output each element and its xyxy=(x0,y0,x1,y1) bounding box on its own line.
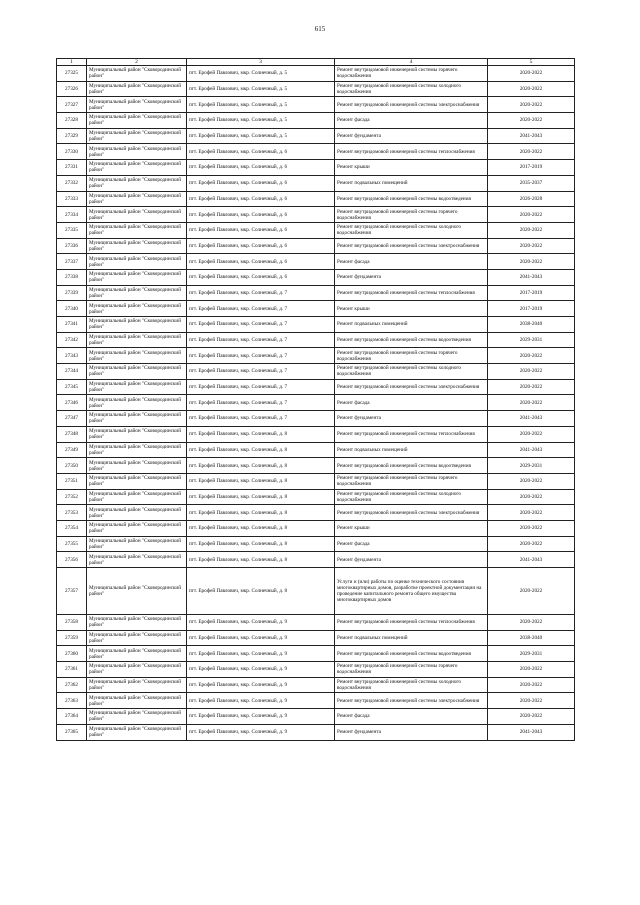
period-cell: 2020-2022 xyxy=(488,254,575,270)
district-cell: Муниципальный район "Сковородинский район" xyxy=(87,301,187,317)
district-cell: Муниципальный район "Сковородинский район" xyxy=(87,207,187,223)
address-cell: пгт. Ерофей Павлович, мкр. Солнечный, д. 7 xyxy=(187,364,335,380)
work-type-cell: Ремонт подвальных помещений xyxy=(335,442,488,458)
table-row xyxy=(57,66,575,82)
work-type-cell: Ремонт внутридомовой инженерной системы теплоснабжения xyxy=(335,285,488,301)
period-cell: 2020-2022 xyxy=(488,520,575,536)
district-cell: Муниципальный район "Сковородинский район" xyxy=(87,160,187,176)
table-header-row xyxy=(57,59,575,66)
table-row xyxy=(57,520,575,536)
address-cell: пгт. Ерофей Павлович, мкр. Солнечный, д. 6 xyxy=(187,222,335,238)
district-cell: Муниципальный район "Сковородинский район" xyxy=(87,97,187,113)
column-header-2: 2 xyxy=(87,59,187,66)
period-cell: 2020-2022 xyxy=(488,222,575,238)
table-row xyxy=(57,301,575,317)
work-type-cell: Ремонт фундамента xyxy=(335,724,488,740)
address-cell: пгт. Ерофей Павлович, мкр. Солнечный, д. 5 xyxy=(187,113,335,129)
table-row xyxy=(57,317,575,333)
work-type-cell: Ремонт крыши xyxy=(335,160,488,176)
address-cell: пгт. Ерофей Павлович, мкр. Солнечный, д. 5 xyxy=(187,81,335,97)
row-number-cell: 27358 xyxy=(57,615,87,631)
district-cell: Муниципальный район "Сковородинский район" xyxy=(87,144,187,160)
work-type-cell: Ремонт внутридомовой инженерной системы горячего водоснабжения xyxy=(335,473,488,489)
work-type-cell: Ремонт внутридомовой инженерной системы электроснабжения xyxy=(335,379,488,395)
row-number-cell: 27334 xyxy=(57,207,87,223)
row-number-cell: 27360 xyxy=(57,646,87,662)
row-number-cell: 27357 xyxy=(57,568,87,615)
district-cell: Муниципальный район "Сковородинский район" xyxy=(87,426,187,442)
address-cell: пгт. Ерофей Павлович, мкр. Солнечный, д. 8 xyxy=(187,536,335,552)
row-number-cell: 27359 xyxy=(57,630,87,646)
row-number-cell: 27336 xyxy=(57,238,87,254)
period-cell: 2029-2031 xyxy=(488,646,575,662)
work-type-cell: Ремонт внутридомовой инженерной системы водоотведения xyxy=(335,646,488,662)
period-cell: 2029-2031 xyxy=(488,458,575,474)
period-cell: 2020-2022 xyxy=(488,348,575,364)
table-row xyxy=(57,552,575,568)
column-header-5: 5 xyxy=(488,59,575,66)
district-cell: Муниципальный район "Сковородинский район" xyxy=(87,442,187,458)
row-number-cell: 27332 xyxy=(57,175,87,191)
address-cell: пгт. Ерофей Павлович, мкр. Солнечный, д. 6 xyxy=(187,144,335,160)
table-row xyxy=(57,473,575,489)
table-row xyxy=(57,379,575,395)
work-type-cell: Ремонт внутридомовой инженерной системы холодного водоснабжения xyxy=(335,364,488,380)
table-row xyxy=(57,207,575,223)
capital-repair-table xyxy=(56,58,575,741)
row-number-cell: 27346 xyxy=(57,395,87,411)
district-cell: Муниципальный район "Сковородинский район" xyxy=(87,536,187,552)
work-type-cell: Ремонт крыши xyxy=(335,520,488,536)
row-number-cell: 27353 xyxy=(57,505,87,521)
period-cell: 2020-2022 xyxy=(488,379,575,395)
table-row xyxy=(57,191,575,207)
address-cell: пгт. Ерофей Павлович, мкр. Солнечный, д. 6 xyxy=(187,191,335,207)
district-cell: Муниципальный район "Сковородинский район" xyxy=(87,693,187,709)
table-row xyxy=(57,332,575,348)
address-cell: пгт. Ерофей Павлович, мкр. Солнечный, д. 8 xyxy=(187,473,335,489)
row-number-cell: 27347 xyxy=(57,411,87,427)
row-number-cell: 27351 xyxy=(57,473,87,489)
work-type-cell: Ремонт внутридомовой инженерной системы водоотведения xyxy=(335,458,488,474)
address-cell: пгт. Ерофей Павлович, мкр. Солнечный, д. 9 xyxy=(187,662,335,678)
district-cell: Муниципальный район "Сковородинский район" xyxy=(87,191,187,207)
district-cell: Муниципальный район "Сковородинский район" xyxy=(87,379,187,395)
row-number-cell: 27349 xyxy=(57,442,87,458)
work-type-cell: Ремонт фундамента xyxy=(335,411,488,427)
table-row xyxy=(57,395,575,411)
row-number-cell: 27335 xyxy=(57,222,87,238)
table-row xyxy=(57,348,575,364)
table-body xyxy=(57,66,575,741)
work-type-cell: Ремонт внутридомовой инженерной системы водоотведения xyxy=(335,332,488,348)
period-cell: 2038-2040 xyxy=(488,630,575,646)
row-number-cell: 27327 xyxy=(57,97,87,113)
work-type-cell: Ремонт внутридомовой инженерной системы холодного водоснабжения xyxy=(335,81,488,97)
address-cell: пгт. Ерофей Павлович, мкр. Солнечный, д. 7 xyxy=(187,395,335,411)
district-cell: Муниципальный район "Сковородинский район" xyxy=(87,348,187,364)
period-cell: 2026-2028 xyxy=(488,191,575,207)
table-row xyxy=(57,646,575,662)
district-cell: Муниципальный район "Сковородинский район" xyxy=(87,285,187,301)
work-type-cell: Ремонт фасада xyxy=(335,709,488,725)
district-cell: Муниципальный район "Сковородинский район" xyxy=(87,520,187,536)
district-cell: Муниципальный район "Сковородинский район" xyxy=(87,254,187,270)
table-row xyxy=(57,615,575,631)
table-row xyxy=(57,426,575,442)
work-type-cell: Ремонт внутридомовой инженерной системы холодного водоснабжения xyxy=(335,222,488,238)
period-cell: 2020-2022 xyxy=(488,364,575,380)
work-type-cell: Ремонт подвальных помещений xyxy=(335,317,488,333)
district-cell: Муниципальный район "Сковородинский район" xyxy=(87,128,187,144)
address-cell: пгт. Ерофей Павлович, мкр. Солнечный, д. 8 xyxy=(187,442,335,458)
period-cell: 2017-2019 xyxy=(488,160,575,176)
table-row xyxy=(57,442,575,458)
table-row xyxy=(57,97,575,113)
address-cell: пгт. Ерофей Павлович, мкр. Солнечный, д. 7 xyxy=(187,411,335,427)
row-number-cell: 27362 xyxy=(57,677,87,693)
row-number-cell: 27344 xyxy=(57,364,87,380)
address-cell: пгт. Ерофей Павлович, мкр. Солнечный, д. 8 xyxy=(187,568,335,615)
address-cell: пгт. Ерофей Павлович, мкр. Солнечный, д. 9 xyxy=(187,615,335,631)
period-cell: 2020-2022 xyxy=(488,615,575,631)
row-number-cell: 27361 xyxy=(57,662,87,678)
district-cell: Муниципальный район "Сковородинский район" xyxy=(87,630,187,646)
district-cell: Муниципальный район "Сковородинский район" xyxy=(87,269,187,285)
district-cell: Муниципальный район "Сковородинский район" xyxy=(87,662,187,678)
work-type-cell: Ремонт подвальных помещений xyxy=(335,175,488,191)
period-cell: 2020-2022 xyxy=(488,97,575,113)
work-type-cell: Ремонт фундамента xyxy=(335,552,488,568)
period-cell: 2041-2043 xyxy=(488,442,575,458)
period-cell: 2020-2022 xyxy=(488,505,575,521)
work-type-cell: Ремонт подвальных помещений xyxy=(335,630,488,646)
district-cell: Муниципальный район "Сковородинский район" xyxy=(87,411,187,427)
table-row xyxy=(57,662,575,678)
row-number-cell: 27363 xyxy=(57,693,87,709)
district-cell: Муниципальный район "Сковородинский район" xyxy=(87,66,187,82)
period-cell: 2020-2022 xyxy=(488,662,575,678)
address-cell: пгт. Ерофей Павлович, мкр. Солнечный, д. 6 xyxy=(187,254,335,270)
district-cell: Муниципальный район "Сковородинский район" xyxy=(87,113,187,129)
table-row xyxy=(57,536,575,552)
table-row xyxy=(57,113,575,129)
address-cell: пгт. Ерофей Павлович, мкр. Солнечный, д. 7 xyxy=(187,332,335,348)
row-number-cell: 27328 xyxy=(57,113,87,129)
row-number-cell: 27330 xyxy=(57,144,87,160)
period-cell: 2020-2022 xyxy=(488,536,575,552)
address-cell: пгт. Ерофей Павлович, мкр. Солнечный, д. 7 xyxy=(187,348,335,364)
district-cell: Муниципальный район "Сковородинский район" xyxy=(87,458,187,474)
address-cell: пгт. Ерофей Павлович, мкр. Солнечный, д. 6 xyxy=(187,269,335,285)
column-header-3: 3 xyxy=(187,59,335,66)
period-cell: 2020-2022 xyxy=(488,66,575,82)
period-cell: 2020-2022 xyxy=(488,489,575,505)
district-cell: Муниципальный район "Сковородинский район" xyxy=(87,677,187,693)
district-cell: Муниципальный район "Сковородинский район" xyxy=(87,473,187,489)
period-cell: 2020-2022 xyxy=(488,693,575,709)
table-row xyxy=(57,144,575,160)
district-cell: Муниципальный район "Сковородинский район" xyxy=(87,238,187,254)
period-cell: 2020-2022 xyxy=(488,113,575,129)
period-cell: 2035-2037 xyxy=(488,175,575,191)
table-row xyxy=(57,568,575,615)
address-cell: пгт. Ерофей Павлович, мкр. Солнечный, д. 5 xyxy=(187,128,335,144)
district-cell: Муниципальный район "Сковородинский район" xyxy=(87,615,187,631)
period-cell: 2020-2022 xyxy=(488,207,575,223)
work-type-cell: Ремонт внутридомовой инженерной системы электроснабжения xyxy=(335,97,488,113)
work-type-cell: Ремонт внутридомовой инженерной системы теплоснабжения xyxy=(335,426,488,442)
district-cell: Муниципальный район "Сковородинский район" xyxy=(87,81,187,97)
address-cell: пгт. Ерофей Павлович, мкр. Солнечный, д. 5 xyxy=(187,66,335,82)
table-row xyxy=(57,128,575,144)
row-number-cell: 27356 xyxy=(57,552,87,568)
address-cell: пгт. Ерофей Павлович, мкр. Солнечный, д. 8 xyxy=(187,505,335,521)
address-cell: пгт. Ерофей Павлович, мкр. Солнечный, д. 6 xyxy=(187,238,335,254)
address-cell: пгт. Ерофей Павлович, мкр. Солнечный, д. 7 xyxy=(187,285,335,301)
district-cell: Муниципальный район "Сковородинский район" xyxy=(87,646,187,662)
table-row xyxy=(57,411,575,427)
address-cell: пгт. Ерофей Павлович, мкр. Солнечный, д. 9 xyxy=(187,646,335,662)
district-cell: Муниципальный район "Сковородинский район" xyxy=(87,222,187,238)
address-cell: пгт. Ерофей Павлович, мкр. Солнечный, д. 6 xyxy=(187,160,335,176)
row-number-cell: 27338 xyxy=(57,269,87,285)
address-cell: пгт. Ерофей Павлович, мкр. Солнечный, д. 8 xyxy=(187,489,335,505)
address-cell: пгт. Ерофей Павлович, мкр. Солнечный, д. 9 xyxy=(187,709,335,725)
period-cell: 2038-2040 xyxy=(488,317,575,333)
row-number-cell: 27365 xyxy=(57,724,87,740)
table-row xyxy=(57,269,575,285)
district-cell: Муниципальный район "Сковородинский район" xyxy=(87,552,187,568)
row-number-cell: 27341 xyxy=(57,317,87,333)
address-cell: пгт. Ерофей Павлович, мкр. Солнечный, д. 7 xyxy=(187,379,335,395)
period-cell: 2041-2043 xyxy=(488,552,575,568)
row-number-cell: 27345 xyxy=(57,379,87,395)
work-type-cell: Ремонт фасада xyxy=(335,536,488,552)
address-cell: пгт. Ерофей Павлович, мкр. Солнечный, д. 8 xyxy=(187,426,335,442)
row-number-cell: 27352 xyxy=(57,489,87,505)
address-cell: пгт. Ерофей Павлович, мкр. Солнечный, д. 7 xyxy=(187,301,335,317)
period-cell: 2020-2022 xyxy=(488,81,575,97)
table-row xyxy=(57,489,575,505)
work-type-cell: Ремонт внутридомовой инженерной системы электроснабжения xyxy=(335,693,488,709)
period-cell: 2020-2022 xyxy=(488,709,575,725)
work-type-cell: Ремонт внутридомовой инженерной системы водоотведения xyxy=(335,191,488,207)
district-cell: Муниципальный район "Сковородинский район" xyxy=(87,505,187,521)
period-cell: 2020-2022 xyxy=(488,426,575,442)
period-cell: 2017-2019 xyxy=(488,301,575,317)
row-number-cell: 27350 xyxy=(57,458,87,474)
table-row xyxy=(57,693,575,709)
district-cell: Муниципальный район "Сковородинский район" xyxy=(87,709,187,725)
column-header-1: 1 xyxy=(57,59,87,66)
work-type-cell: Ремонт внутридомовой инженерной системы электроснабжения xyxy=(335,238,488,254)
column-header-4: 4 xyxy=(335,59,488,66)
work-type-cell: Ремонт внутридомовой инженерной системы горячего водоснабжения xyxy=(335,348,488,364)
row-number-cell: 27333 xyxy=(57,191,87,207)
table-row xyxy=(57,677,575,693)
work-type-cell: Ремонт внутридомовой инженерной системы теплоснабжения xyxy=(335,615,488,631)
district-cell: Муниципальный район "Сковородинский район" xyxy=(87,568,187,615)
district-cell: Муниципальный район "Сковородинский район" xyxy=(87,395,187,411)
district-cell: Муниципальный район "Сковородинский район" xyxy=(87,724,187,740)
district-cell: Муниципальный район "Сковородинский район" xyxy=(87,317,187,333)
work-type-cell: Ремонт внутридомовой инженерной системы горячего водоснабжения xyxy=(335,662,488,678)
work-type-cell: Ремонт крыши xyxy=(335,301,488,317)
address-cell: пгт. Ерофей Павлович, мкр. Солнечный, д. 6 xyxy=(187,175,335,191)
row-number-cell: 27331 xyxy=(57,160,87,176)
address-cell: пгт. Ерофей Павлович, мкр. Солнечный, д. 9 xyxy=(187,693,335,709)
work-type-cell: Ремонт внутридомовой инженерной системы горячего водоснабжения xyxy=(335,207,488,223)
table-row xyxy=(57,505,575,521)
address-cell: пгт. Ерофей Павлович, мкр. Солнечный, д. 9 xyxy=(187,630,335,646)
district-cell: Муниципальный район "Сковородинский район" xyxy=(87,364,187,380)
table-row xyxy=(57,81,575,97)
row-number-cell: 27348 xyxy=(57,426,87,442)
row-number-cell: 27326 xyxy=(57,81,87,97)
work-type-cell: Ремонт внутридомовой инженерной системы электроснабжения xyxy=(335,505,488,521)
page-number: 615 xyxy=(314,25,326,33)
row-number-cell: 27329 xyxy=(57,128,87,144)
row-number-cell: 27364 xyxy=(57,709,87,725)
address-cell: пгт. Ерофей Павлович, мкр. Солнечный, д. 9 xyxy=(187,724,335,740)
district-cell: Муниципальный район "Сковородинский район" xyxy=(87,332,187,348)
address-cell: пгт. Ерофей Павлович, мкр. Солнечный, д. 8 xyxy=(187,458,335,474)
work-type-cell: Ремонт фасада xyxy=(335,113,488,129)
period-cell: 2041-2043 xyxy=(488,724,575,740)
row-number-cell: 27343 xyxy=(57,348,87,364)
work-type-cell: Ремонт внутридомовой инженерной системы холодного водоснабжения xyxy=(335,489,488,505)
address-cell: пгт. Ерофей Павлович, мкр. Солнечный, д. 7 xyxy=(187,317,335,333)
row-number-cell: 27339 xyxy=(57,285,87,301)
district-cell: Муниципальный район "Сковородинский район" xyxy=(87,489,187,505)
address-cell: пгт. Ерофей Павлович, мкр. Солнечный, д. 6 xyxy=(187,207,335,223)
period-cell: 2020-2022 xyxy=(488,568,575,615)
period-cell: 2041-2043 xyxy=(488,128,575,144)
district-cell: Муниципальный район "Сковородинский район" xyxy=(87,175,187,191)
work-type-cell: Услуги и (или) работы по оценке технического состояния многоквартирных домов, разработке проектной документации на проведение капитального ремонта общего имущества многоквартирных домов xyxy=(335,568,488,615)
period-cell: 2020-2022 xyxy=(488,238,575,254)
period-cell: 2020-2022 xyxy=(488,677,575,693)
table-row xyxy=(57,724,575,740)
table-row xyxy=(57,709,575,725)
work-type-cell: Ремонт внутридомовой инженерной системы холодного водоснабжения xyxy=(335,677,488,693)
work-type-cell: Ремонт фундамента xyxy=(335,128,488,144)
period-cell: 2017-2019 xyxy=(488,285,575,301)
table-row xyxy=(57,160,575,176)
period-cell: 2029-2031 xyxy=(488,332,575,348)
row-number-cell: 27340 xyxy=(57,301,87,317)
period-cell: 2020-2022 xyxy=(488,144,575,160)
work-type-cell: Ремонт внутридомовой инженерной системы теплоснабжения xyxy=(335,144,488,160)
address-cell: пгт. Ерофей Павлович, мкр. Солнечный, д. 9 xyxy=(187,677,335,693)
address-cell: пгт. Ерофей Павлович, мкр. Солнечный, д. 8 xyxy=(187,552,335,568)
table-row xyxy=(57,630,575,646)
table-row xyxy=(57,254,575,270)
row-number-cell: 27354 xyxy=(57,520,87,536)
row-number-cell: 27342 xyxy=(57,332,87,348)
row-number-cell: 27337 xyxy=(57,254,87,270)
work-type-cell: Ремонт фасада xyxy=(335,395,488,411)
row-number-cell: 27325 xyxy=(57,66,87,82)
period-cell: 2041-2043 xyxy=(488,411,575,427)
table-row xyxy=(57,285,575,301)
period-cell: 2041-2043 xyxy=(488,269,575,285)
period-cell: 2020-2022 xyxy=(488,395,575,411)
table-row xyxy=(57,238,575,254)
table-row xyxy=(57,222,575,238)
work-type-cell: Ремонт внутридомовой инженерной системы горячего водоснабжения xyxy=(335,66,488,82)
period-cell: 2020-2022 xyxy=(488,473,575,489)
work-type-cell: Ремонт фасада xyxy=(335,254,488,270)
work-type-cell: Ремонт фундамента xyxy=(335,269,488,285)
row-number-cell: 27355 xyxy=(57,536,87,552)
table-row xyxy=(57,458,575,474)
address-cell: пгт. Ерофей Павлович, мкр. Солнечный, д. 8 xyxy=(187,520,335,536)
table-row xyxy=(57,364,575,380)
address-cell: пгт. Ерофей Павлович, мкр. Солнечный, д. 5 xyxy=(187,97,335,113)
table-row xyxy=(57,175,575,191)
